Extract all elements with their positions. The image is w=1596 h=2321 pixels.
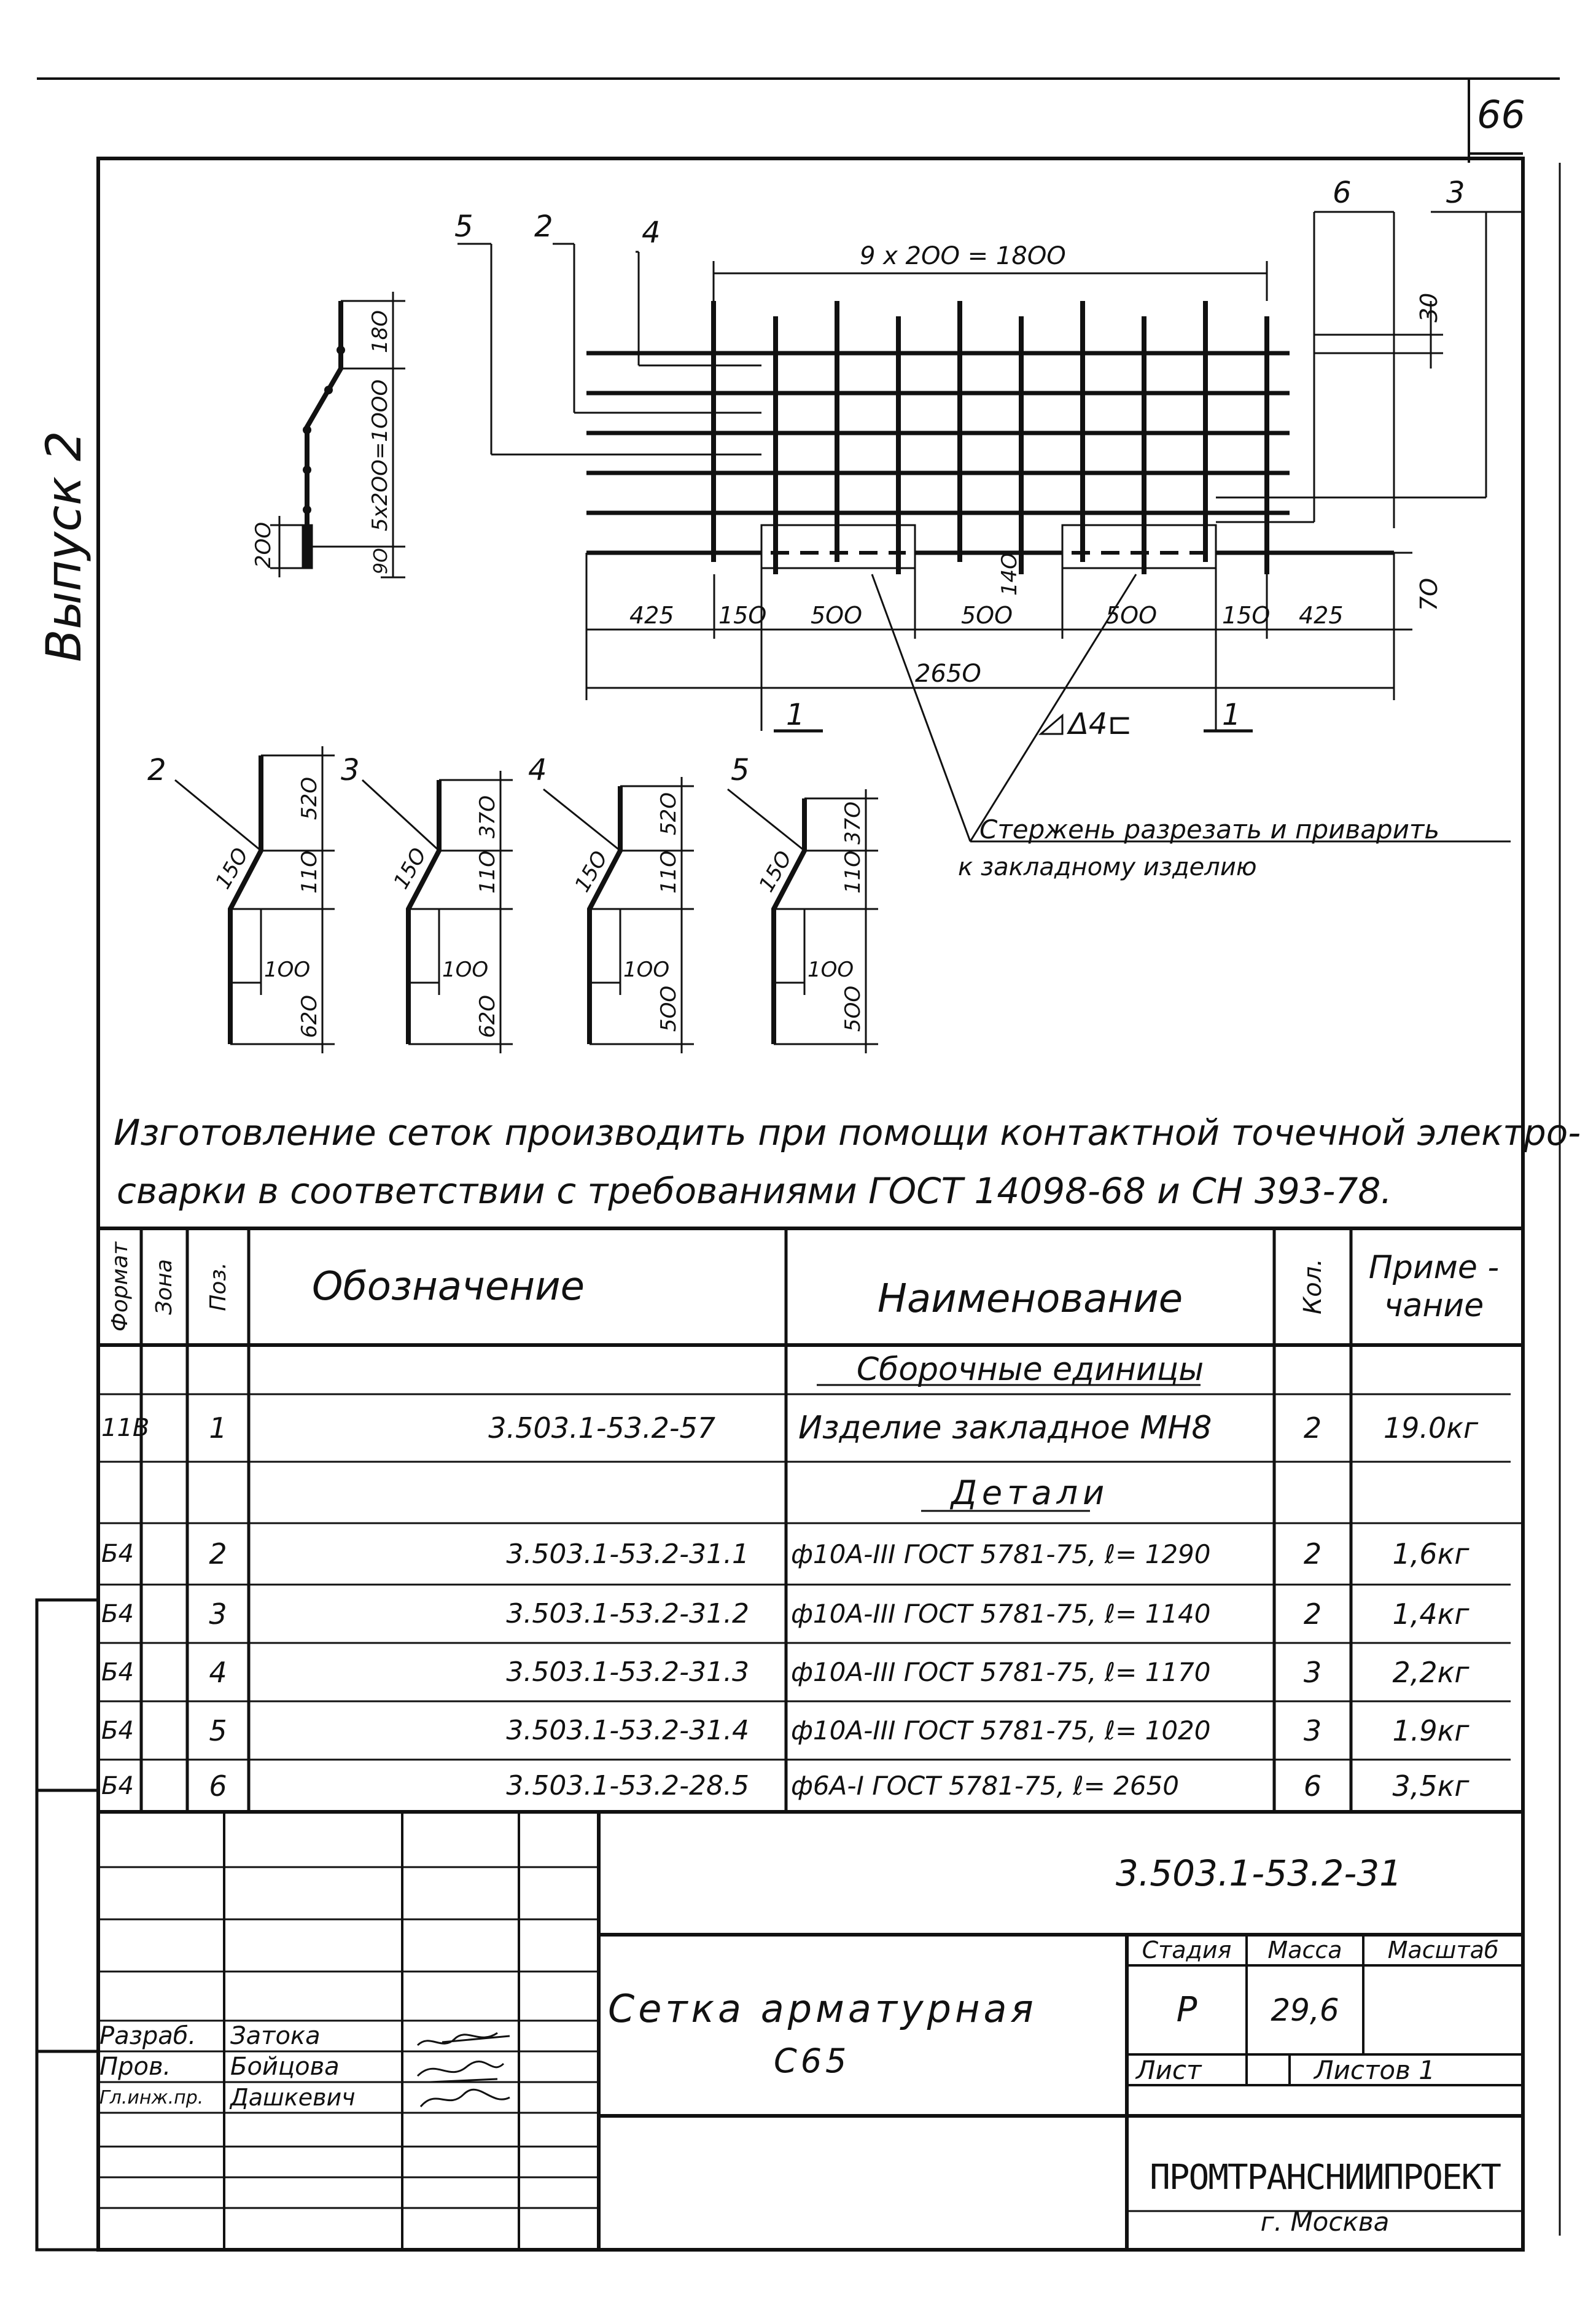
bar4-pos: 4 — [528, 753, 547, 787]
row5-pos: 5 — [209, 1714, 227, 1747]
dim-500-a: 5ОО — [811, 602, 862, 629]
bar5-run: 1ОО — [808, 958, 854, 982]
row6-pos: 6 — [209, 1769, 227, 1803]
bar2-mid: 11О — [297, 850, 322, 894]
row4-designation: 3.503.1-53.2-31.3 — [506, 1656, 749, 1688]
section-left: 1 — [786, 698, 805, 732]
bar3-run: 1ОО — [442, 958, 489, 982]
section-right: 1 — [1222, 698, 1241, 732]
row4-format: Б4 — [101, 1658, 134, 1687]
bar2-top: 52О — [297, 776, 322, 820]
callout-4: 4 — [642, 216, 661, 250]
row1-qty: 2 — [1303, 1411, 1322, 1445]
header-format: Формат — [107, 1241, 133, 1332]
bar5-pos: 5 — [731, 753, 750, 787]
header-name: Наименование — [877, 1276, 1183, 1322]
bar5-diag: 15О — [754, 846, 797, 897]
callout-2: 2 — [534, 209, 553, 244]
callout-3: 3 — [1446, 176, 1465, 210]
bar5-top: 37О — [841, 801, 865, 845]
row6-format: Б4 — [101, 1771, 134, 1800]
row6-note: 3,5кг — [1392, 1769, 1469, 1803]
cut-note-line1: Стержень разрезать и приварить — [979, 814, 1440, 845]
bar3-mid: 11О — [475, 850, 500, 894]
header-qty: Кол. — [1298, 1258, 1327, 1315]
stage-label: Стадия — [1142, 1937, 1232, 1964]
dim-425-right: 425 — [1299, 602, 1344, 629]
section-details: Детали — [951, 1473, 1110, 1512]
row5-designation: 3.503.1-53.2-31.4 — [506, 1715, 749, 1746]
sheets-label: Листов 1 — [1314, 2054, 1435, 2085]
mass-label: Масса — [1267, 1937, 1342, 1964]
title-line1: Сетка арматурная — [608, 1986, 1037, 2031]
row2-note: 1,6кг — [1392, 1537, 1469, 1570]
cut-note-line2: к закладному изделию — [958, 853, 1257, 881]
header-note: Приме - чание — [1368, 1249, 1500, 1324]
row3-name: ф10А-III ГОСТ 5781-75, ℓ= 1140 — [791, 1599, 1211, 1629]
bar2-pos: 2 — [147, 753, 166, 787]
row5-format: Б4 — [101, 1716, 134, 1745]
side-d90: 9О — [370, 548, 392, 574]
org-city: г. Москва — [1260, 2207, 1390, 2237]
row2-qty: 2 — [1303, 1537, 1322, 1570]
row3-designation: 3.503.1-53.2-31.2 — [506, 1598, 749, 1629]
header-zone: Зона — [152, 1258, 177, 1315]
doc-code: 3.503.1-53.2-31 — [1115, 1852, 1403, 1894]
org-name: ПРОМТРАНСНИИПРОЕКТ — [1150, 2157, 1500, 2198]
bar2-bottom: 62О — [297, 994, 322, 1038]
bar2-diag: 15О — [211, 843, 254, 894]
side-d5x200: 5x2ОО=1ООО — [368, 379, 392, 531]
row4-name: ф10А-III ГОСТ 5781-75, ℓ= 1170 — [791, 1657, 1211, 1687]
row3-format: Б4 — [101, 1599, 134, 1628]
page-number: 66 — [1477, 92, 1525, 137]
name-chief: Дашкевич — [230, 2084, 356, 2111]
header-designation: Обозначение — [311, 1264, 585, 1309]
role-checker: Пров. — [99, 2053, 171, 2081]
bar3-diag: 15О — [389, 843, 432, 894]
row6-name: ф6А-I ГОСТ 5781-75, ℓ= 2650 — [791, 1771, 1180, 1801]
dim-500-c: 5ОО — [1105, 602, 1157, 629]
bar4-diag: 15О — [570, 846, 613, 897]
mass-value: 29,6 — [1271, 1992, 1339, 2028]
signatures — [405, 2021, 528, 2113]
general-note-line2: сварки в соответствии с требованиями ГОСТ 14098-68 и СН 393-78. — [117, 1170, 1392, 1212]
dim-150-right: 15О — [1222, 602, 1271, 629]
row3-note: 1,4кг — [1392, 1597, 1469, 1631]
row2-name: ф10А-III ГОСТ 5781-75, ℓ= 1290 — [791, 1539, 1211, 1569]
title-line2: С65 — [774, 2041, 851, 2080]
dim-30: 30 — [1415, 292, 1442, 322]
row1-format: 11В — [101, 1414, 150, 1442]
series-label: Выпуск 2 — [37, 431, 92, 663]
row1-note: 19.0кг — [1383, 1411, 1479, 1445]
bar4-mid: 11О — [656, 850, 681, 894]
bar3-bottom: 62О — [475, 994, 500, 1038]
row3-qty: 2 — [1303, 1597, 1322, 1631]
row4-note: 2,2кг — [1392, 1655, 1469, 1689]
dim-top: 9 x 2ОО = 18ОО — [860, 242, 1066, 270]
side-d200: 2ОО — [251, 521, 276, 568]
row1-name: Изделие закладное МН8 — [798, 1410, 1212, 1446]
name-developer: Затока — [230, 2022, 321, 2050]
row6-qty: 6 — [1303, 1769, 1322, 1803]
row2-pos: 2 — [209, 1537, 227, 1570]
row2-designation: 3.503.1-53.2-31.1 — [506, 1538, 749, 1570]
row5-qty: 3 — [1303, 1714, 1322, 1747]
stage-value: Р — [1176, 1990, 1197, 2030]
callout-6: 6 — [1333, 176, 1352, 210]
scale-label: Масштаб — [1387, 1937, 1499, 1964]
bar4-top: 52О — [656, 792, 681, 835]
row3-pos: 3 — [209, 1597, 227, 1631]
bar3-pos: 3 — [341, 753, 360, 787]
role-developer: Разраб. — [99, 2022, 197, 2050]
general-note-line1: Изготовление сеток производить при помощи контактной точечной электро- — [114, 1112, 1581, 1153]
dim-500-b: 5ОО — [961, 602, 1013, 629]
dim-70: 7О — [1415, 577, 1442, 611]
dim-140: 14О — [997, 552, 1022, 596]
row6-designation: 3.503.1-53.2-28.5 — [506, 1770, 749, 1801]
dim-150-left: 15О — [718, 602, 767, 629]
role-chief: Гл.инж.пр. — [99, 2086, 204, 2108]
plate-mark: Δ4⊏ — [1069, 707, 1132, 741]
section-assembly: Сборочные единицы — [856, 1351, 1204, 1388]
row4-qty: 3 — [1303, 1655, 1322, 1689]
dim-total: 265О — [915, 660, 981, 688]
bar4-run: 1ОО — [623, 958, 670, 982]
row5-name: ф10А-III ГОСТ 5781-75, ℓ= 1020 — [791, 1715, 1211, 1746]
header-pos: Поз. — [205, 1262, 231, 1311]
bar4-bottom: 5ОО — [656, 985, 681, 1032]
row4-pos: 4 — [209, 1655, 227, 1689]
row2-format: Б4 — [101, 1540, 134, 1568]
bar5-mid: 11О — [841, 850, 865, 894]
bar5-bottom: 5ОО — [841, 985, 865, 1032]
side-d180: 18О — [368, 310, 392, 353]
row5-note: 1.9кг — [1392, 1714, 1469, 1747]
row1-designation: 3.503.1-53.2-57 — [488, 1411, 715, 1445]
dim-425-left: 425 — [629, 602, 674, 629]
callout-5: 5 — [454, 209, 473, 244]
sheet-label: Лист — [1136, 2054, 1202, 2085]
bar2-run: 1ОО — [264, 958, 311, 982]
row1-pos: 1 — [209, 1411, 227, 1445]
name-checker: Бойцова — [230, 2053, 340, 2081]
bar3-top: 37О — [475, 795, 500, 838]
